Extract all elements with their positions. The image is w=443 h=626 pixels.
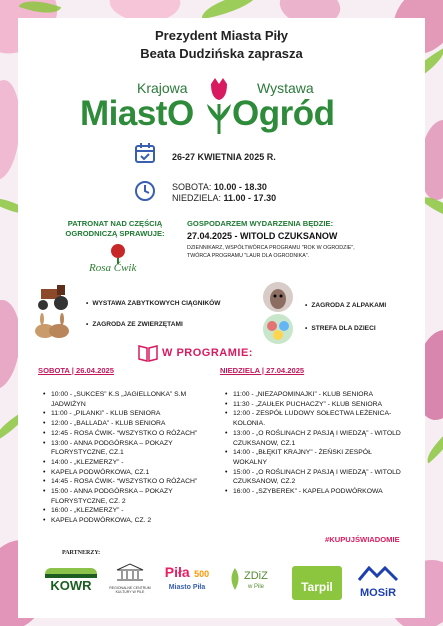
schedule-item: • KAPELA PODWÓRKOWA, CZ. 2	[42, 516, 222, 526]
zdiz-text: ZDiZ	[244, 570, 268, 582]
schedule-item: • 16:00 - „SZYBEREK” - KAPELA PODWÓRKOWA	[224, 487, 404, 497]
rose-icon	[107, 242, 129, 264]
rosa-cwik-logo: Rosa Ćwik	[89, 262, 137, 274]
schedule-item: • 14:00 - „KLEZMERZY” -	[42, 458, 222, 468]
zdiz-leaf-icon	[228, 566, 242, 592]
pila-500: 500	[194, 569, 210, 579]
program-heading: W PROGRAMIE:	[162, 347, 253, 359]
rck-logo	[105, 563, 155, 594]
logo-word-ogrod: Ogród	[232, 94, 335, 133]
leaf	[199, 0, 261, 19]
header-line1: Prezydent Miasta Piły	[155, 28, 288, 43]
schedule-item: • 12:45 - ROSA ĆWIK- “WSZYSTKO O RÓŻACH”	[42, 429, 222, 439]
pila-text: Piła	[164, 564, 190, 580]
sunday-hours: 11.00 - 17.30	[223, 193, 277, 203]
pila-logo	[162, 564, 212, 591]
rck-line2: KULTURY W PILE	[115, 590, 145, 594]
kowr-text: KOWR	[50, 578, 92, 593]
header-line2: Beata Dudzińska zaprasza	[140, 46, 303, 61]
sunday-label: NIEDZIELA:	[172, 193, 222, 203]
clock-icon	[134, 180, 156, 202]
feature-animals: • ZAGRODA ZE ZWIERZĘTAMI	[86, 321, 183, 328]
host-name: WITOLD CZUKSANOW	[240, 231, 338, 241]
schedule-item: • 12:00 - „BALLADA” - KLUB SENIORA	[42, 419, 222, 429]
tulip-petal	[0, 80, 20, 180]
kids-hands-photo	[263, 314, 293, 344]
mosir-waves-icon	[355, 566, 401, 584]
schedule-item: • 14:45 - ROSA ĆWIK- “WSZYSTKO O RÓŻACH”	[42, 477, 222, 487]
rck-building-icon	[115, 563, 145, 581]
schedule-item: • 13:00 - „O ROŚLINACH Z PASJĄ I WIEDZĄ” - WITOLD CZUKSANOW, CZ.1	[224, 429, 404, 448]
logo-word-krajowa: Krajowa	[137, 80, 188, 96]
event-dates: 26-27 KWIETNIA 2025 R.	[172, 152, 276, 162]
host-desc-line1: DZIENNIKARZ, WSPÓŁTWÓRCA PROGRAMU "ROK W OGRODZIE",	[187, 245, 355, 251]
schedule-item: • 11:00 - „NIEZAPOMINAJKI” - KLUB SENIORA	[224, 390, 404, 400]
tarpil-text: Tarpil	[301, 580, 333, 594]
calendar-icon	[134, 142, 156, 164]
schedule-item: • 11:00 - „PILANKI” - KLUB SENIORA	[42, 409, 222, 419]
zdiz-sub: w Pile	[248, 584, 265, 590]
host-title: GOSPODARZEM WYDARZENIA BĘDZIE:	[187, 219, 334, 228]
sunday-title: NIEDZIELA | 27.04.2025	[220, 366, 305, 375]
rck-line1: REGIONALNE CENTRUM	[109, 586, 151, 590]
schedule-item: • 13:00 - ANNA PODGÓRSKA – POKAZY FLORYSTYCZNE, CZ.1	[42, 439, 222, 458]
saturday-title: SOBOTA | 26.04.2025	[38, 366, 114, 375]
hashtag: #KUPUJŚWIADOMIE	[325, 535, 400, 544]
alpaca-photo	[263, 282, 293, 312]
book-icon	[137, 343, 159, 363]
kowr-logo	[45, 568, 97, 598]
tractor-photo	[31, 283, 75, 311]
rabbits-photo	[33, 313, 71, 339]
schedule-item: • 15:00 - ANNA PODGÓRSKA – POKAZY FLORYSTYCZNE, CZ. 2	[42, 487, 222, 506]
host-desc-line2: TWÓRCA PROGRAMU "LAUR DLA OGRODNIKA".	[187, 253, 310, 259]
schedule-item: • KAPELA PODWÓRKOWA, CZ.1	[42, 468, 222, 478]
saturday-schedule	[42, 390, 222, 526]
saturday-hours: 10.00 - 18.30	[213, 182, 267, 192]
host-sep: -	[232, 231, 241, 241]
logo-word-miasto: MiastO	[80, 94, 194, 133]
schedule-item: • 16:00 - „KLEZMERZY” -	[42, 506, 222, 516]
host-name-row	[187, 231, 337, 241]
host-date: 27.04.2025	[187, 231, 233, 241]
host-description	[187, 244, 355, 260]
logo-word-wystawa: Wystawa	[257, 80, 314, 96]
schedule-item: • 10:00 - „SUKCES” K.S „JAGIELLONKA” S.M JADWIŻYN	[42, 390, 222, 409]
tarpil-logo	[292, 566, 342, 600]
sunday-schedule	[224, 390, 404, 497]
mosir-logo	[355, 566, 401, 599]
tulip-petal	[0, 300, 20, 390]
schedule-item: • 14:00 - „BŁĘKIT KRAJNY” - ŻEŃSKI ZESPÓŁ WOKALNY	[224, 448, 404, 467]
sunday-hours-row	[172, 193, 276, 203]
partners-label: PARTNERZY:	[62, 550, 101, 556]
saturday-hours-row	[172, 182, 267, 192]
schedule-item: • 12:00 - ZESPÓŁ LUDOWY SOŁECTWA LEŻENICA-KOLONIA.	[224, 409, 404, 428]
tulip-icon	[205, 74, 233, 136]
feature-kids: • STREFA DLA DZIECI	[305, 325, 376, 332]
schedule-item: • 11:30 - „ZAUŁEK PUCHACZY” - KLUB SENIORA	[224, 400, 404, 410]
feature-tractors: • WYSTAWA ZABYTKOWYCH CIĄGNIKÓW	[86, 300, 221, 307]
schedule-item: • 15:00 - „O ROŚLINACH Z PASJĄ I WIEDZĄ” - WITOLD CZUKSANOW, CZ.2	[224, 468, 404, 487]
patron-title-line1: PATRONAT NAD CZĘŚCIĄ	[67, 219, 163, 228]
feature-alpacas: • ZAGRODA Z ALPAKAMI	[305, 302, 386, 309]
pila-city: Miasto Piła	[168, 584, 206, 591]
patron-title-line2: OGRODNICZĄ SPRAWUJE:	[65, 229, 165, 238]
mosir-text: MOSiR	[359, 587, 397, 599]
patron-title	[60, 219, 170, 239]
saturday-label: SOBOTA:	[172, 182, 212, 192]
